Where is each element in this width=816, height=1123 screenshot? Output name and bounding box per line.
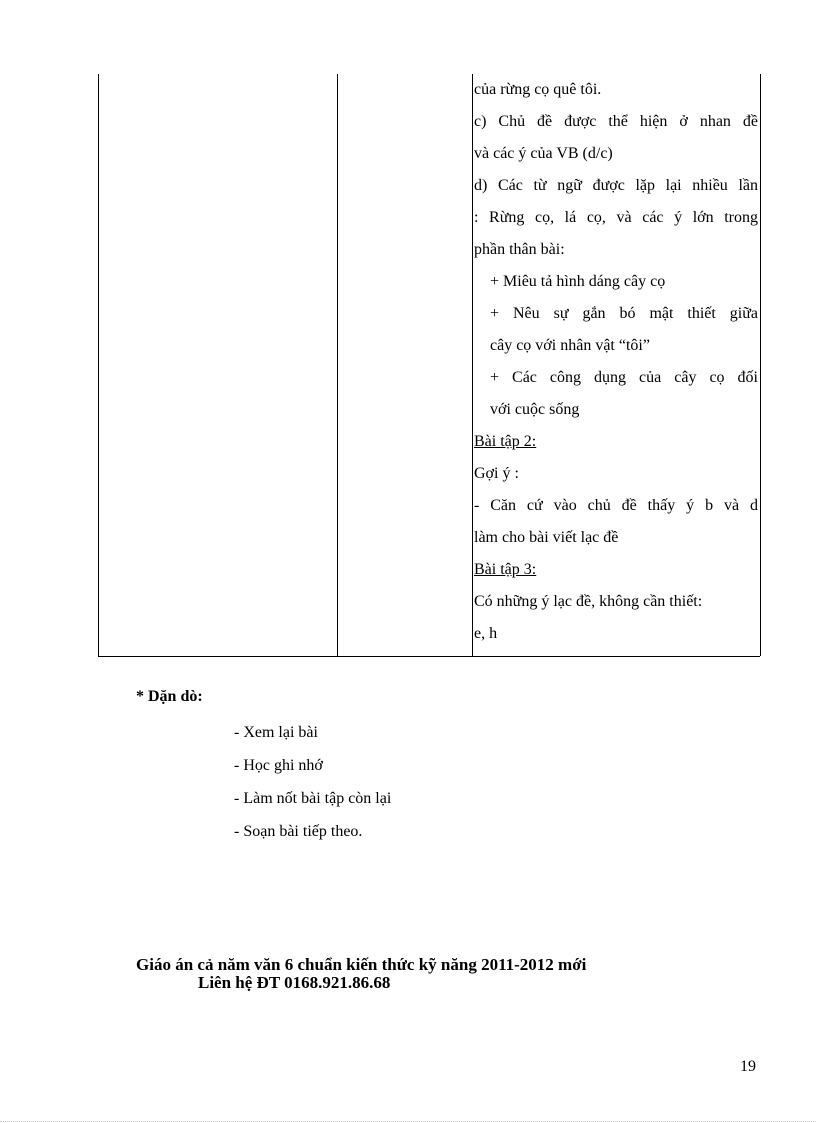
list-item: - Soạn bài tiếp theo.: [234, 823, 363, 840]
list-item: - Làm nốt bài tập còn lại: [234, 790, 392, 807]
exercise-2-hint: Gợi ý :: [474, 465, 519, 482]
table-right-cell: [474, 74, 758, 650]
table-right-border: [760, 74, 761, 656]
table-col-divider-2: [472, 74, 473, 656]
homework-list: [234, 716, 391, 848]
cell-text: - Căn cứ vào chủ đề thấy ý b và d: [474, 497, 758, 514]
page-number: 19: [740, 1058, 756, 1075]
list-item: - Học ghi nhớ: [234, 757, 323, 774]
cell-text: và các ý của VB (d/c): [474, 145, 613, 162]
cell-text: của rừng cọ quê tôi.: [474, 81, 602, 98]
cell-text: e, h: [474, 625, 498, 642]
cell-text: : Rừng cọ, lá cọ, và các ý lớn trong: [474, 209, 758, 226]
cell-text: cây cọ với nhân vật “tôi”: [490, 337, 650, 354]
cell-text: + Miêu tả hình dáng cây cọ: [490, 273, 666, 290]
exercise-3-heading: Bài tập 3:: [474, 561, 537, 578]
cell-text: phần thân bài:: [474, 241, 565, 258]
cell-text: Có những ý lạc đề, không cần thiết:: [474, 593, 703, 610]
homework-title: * Dặn dò:: [136, 688, 203, 705]
page-edge-divider: [0, 1121, 816, 1122]
footer: [136, 956, 586, 992]
cell-text: + Các công dụng của cây cọ đối: [490, 369, 758, 386]
cell-text: d) Các từ ngữ được lặp lại nhiều lần: [474, 177, 758, 194]
footer-contact: Liên hệ ĐT 0168.921.86.68: [198, 973, 391, 992]
cell-text: c) Chủ đề được thể hiện ở nhan đề: [474, 113, 758, 130]
list-item: - Xem lại bài: [234, 724, 318, 741]
cell-text: làm cho bài viết lạc đề: [474, 529, 619, 546]
table-col-divider-1: [337, 74, 338, 656]
table-left-border: [98, 74, 99, 656]
exercise-2-heading: Bài tập 2:: [474, 433, 537, 450]
cell-text: với cuộc sống: [490, 401, 580, 418]
cell-text: + Nêu sự gắn bó mật thiết giữa: [490, 305, 758, 322]
footer-title: Giáo án cả năm văn 6 chuẩn kiến thức kỹ năng 2011-2012 mới: [136, 955, 587, 974]
